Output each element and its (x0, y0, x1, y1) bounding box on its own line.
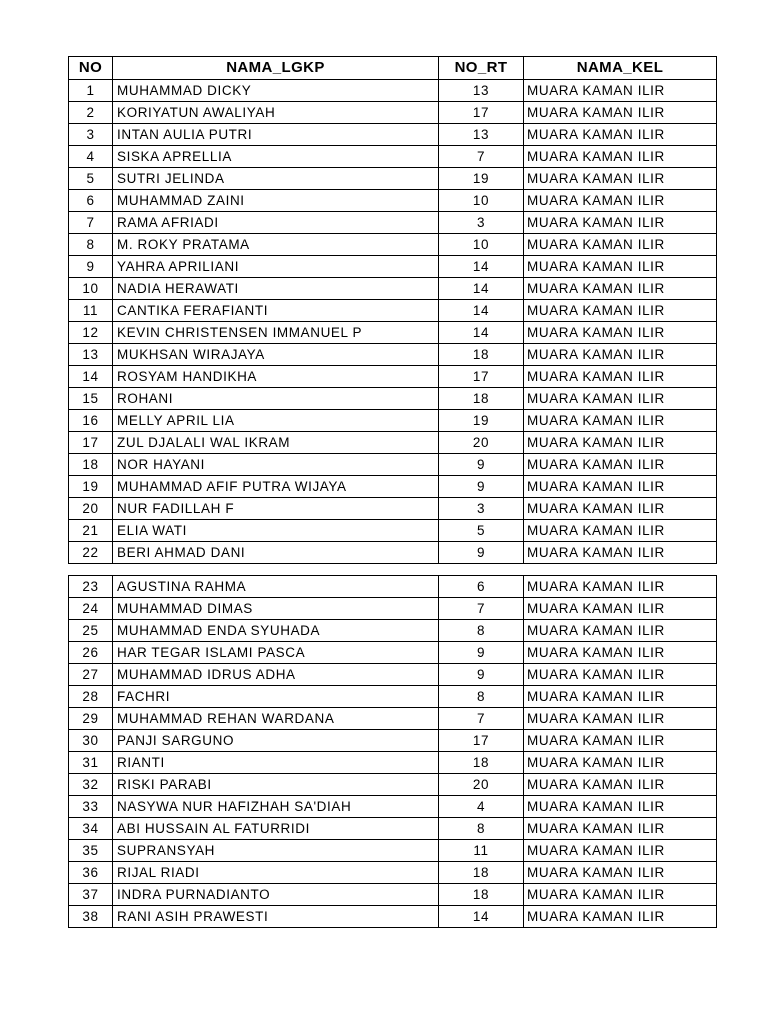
cell-no: 8 (69, 234, 113, 256)
cell-no-rt: 11 (439, 840, 524, 862)
cell-no: 12 (69, 322, 113, 344)
cell-nama-kel: MUARA KAMAN ILIR (524, 752, 717, 774)
table-row (69, 300, 717, 322)
cell-nama-lgkp: BERI AHMAD DANI (113, 542, 439, 564)
table-row (69, 818, 717, 840)
table-body-part-2 (69, 576, 717, 928)
cell-no-rt: 14 (439, 300, 524, 322)
cell-no-rt: 3 (439, 212, 524, 234)
cell-no-rt: 7 (439, 598, 524, 620)
table-row (69, 884, 717, 906)
table-row (69, 906, 717, 928)
cell-no-rt: 7 (439, 708, 524, 730)
cell-nama-kel: MUARA KAMAN ILIR (524, 664, 717, 686)
cell-nama-kel: MUARA KAMAN ILIR (524, 410, 717, 432)
cell-no-rt: 19 (439, 168, 524, 190)
cell-no-rt: 8 (439, 686, 524, 708)
cell-no: 35 (69, 840, 113, 862)
cell-no: 19 (69, 476, 113, 498)
table-row (69, 598, 717, 620)
table-row (69, 190, 717, 212)
cell-nama-lgkp: ROSYAM HANDIKHA (113, 366, 439, 388)
cell-nama-lgkp: MELLY APRIL LIA (113, 410, 439, 432)
table-row (69, 146, 717, 168)
cell-nama-lgkp: NOR HAYANI (113, 454, 439, 476)
cell-nama-lgkp: FACHRI (113, 686, 439, 708)
cell-nama-lgkp: HAR TEGAR ISLAMI PASCA (113, 642, 439, 664)
cell-nama-lgkp: ZUL DJALALI WAL IKRAM (113, 432, 439, 454)
table-row (69, 168, 717, 190)
table-row (69, 410, 717, 432)
cell-no: 15 (69, 388, 113, 410)
cell-no-rt: 17 (439, 730, 524, 752)
cell-nama-lgkp: ELIA WATI (113, 520, 439, 542)
table-row (69, 664, 717, 686)
cell-no-rt: 20 (439, 774, 524, 796)
cell-nama-kel: MUARA KAMAN ILIR (524, 146, 717, 168)
cell-nama-lgkp: MUHAMMAD ENDA SYUHADA (113, 620, 439, 642)
cell-nama-kel: MUARA KAMAN ILIR (524, 168, 717, 190)
table-row (69, 454, 717, 476)
cell-nama-lgkp: SUTRI JELINDA (113, 168, 439, 190)
cell-nama-lgkp: NUR FADILLAH F (113, 498, 439, 520)
cell-no-rt: 9 (439, 642, 524, 664)
cell-no-rt: 13 (439, 124, 524, 146)
cell-nama-lgkp: RAMA AFRIADI (113, 212, 439, 234)
cell-nama-lgkp: RANI ASIH PRAWESTI (113, 906, 439, 928)
cell-nama-lgkp: MUKHSAN WIRAJAYA (113, 344, 439, 366)
table-body-part-1 (69, 80, 717, 564)
cell-no: 4 (69, 146, 113, 168)
table-row (69, 752, 717, 774)
table-header (69, 57, 717, 80)
header-nama-lgkp: NAMA_LGKP (113, 57, 439, 80)
cell-nama-kel: MUARA KAMAN ILIR (524, 366, 717, 388)
table-row (69, 344, 717, 366)
cell-nama-kel: MUARA KAMAN ILIR (524, 498, 717, 520)
cell-no-rt: 10 (439, 234, 524, 256)
cell-no-rt: 13 (439, 80, 524, 102)
cell-nama-lgkp: CANTIKA FERAFIANTI (113, 300, 439, 322)
cell-nama-kel: MUARA KAMAN ILIR (524, 388, 717, 410)
cell-no: 38 (69, 906, 113, 928)
cell-no: 7 (69, 212, 113, 234)
cell-nama-lgkp: SISKA APRELLIA (113, 146, 439, 168)
cell-no: 27 (69, 664, 113, 686)
cell-no-rt: 5 (439, 520, 524, 542)
cell-no-rt: 9 (439, 664, 524, 686)
table-row (69, 796, 717, 818)
cell-no-rt: 18 (439, 752, 524, 774)
cell-no-rt: 14 (439, 256, 524, 278)
cell-no-rt: 8 (439, 620, 524, 642)
cell-no-rt: 14 (439, 278, 524, 300)
cell-no: 11 (69, 300, 113, 322)
cell-nama-kel: MUARA KAMAN ILIR (524, 102, 717, 124)
table-row (69, 388, 717, 410)
cell-nama-kel: MUARA KAMAN ILIR (524, 476, 717, 498)
table-row (69, 576, 717, 598)
cell-no: 23 (69, 576, 113, 598)
cell-no: 18 (69, 454, 113, 476)
cell-nama-kel: MUARA KAMAN ILIR (524, 686, 717, 708)
cell-no-rt: 9 (439, 454, 524, 476)
cell-nama-lgkp: NASYWA NUR HAFIZHAH SA'DIAH (113, 796, 439, 818)
cell-nama-kel: MUARA KAMAN ILIR (524, 906, 717, 928)
cell-no: 14 (69, 366, 113, 388)
cell-no-rt: 14 (439, 322, 524, 344)
cell-no: 33 (69, 796, 113, 818)
cell-nama-kel: MUARA KAMAN ILIR (524, 212, 717, 234)
cell-nama-lgkp: NADIA HERAWATI (113, 278, 439, 300)
header-no-rt: NO_RT (439, 57, 524, 80)
table-row (69, 686, 717, 708)
cell-nama-lgkp: MUHAMMAD DIMAS (113, 598, 439, 620)
cell-no-rt: 14 (439, 906, 524, 928)
cell-no: 21 (69, 520, 113, 542)
cell-nama-kel: MUARA KAMAN ILIR (524, 774, 717, 796)
cell-no: 16 (69, 410, 113, 432)
cell-nama-lgkp: MUHAMMAD DICKY (113, 80, 439, 102)
table-row (69, 862, 717, 884)
cell-no-rt: 18 (439, 388, 524, 410)
cell-nama-kel: MUARA KAMAN ILIR (524, 642, 717, 664)
cell-nama-kel: MUARA KAMAN ILIR (524, 344, 717, 366)
cell-no: 28 (69, 686, 113, 708)
cell-nama-lgkp: KORIYATUN AWALIYAH (113, 102, 439, 124)
cell-no: 2 (69, 102, 113, 124)
cell-no: 30 (69, 730, 113, 752)
cell-no-rt: 17 (439, 102, 524, 124)
cell-nama-kel: MUARA KAMAN ILIR (524, 278, 717, 300)
cell-nama-kel: MUARA KAMAN ILIR (524, 598, 717, 620)
cell-no: 25 (69, 620, 113, 642)
cell-no-rt: 18 (439, 344, 524, 366)
cell-no: 1 (69, 80, 113, 102)
cell-no: 32 (69, 774, 113, 796)
cell-nama-lgkp: YAHRA APRILIANI (113, 256, 439, 278)
cell-nama-lgkp: RIANTI (113, 752, 439, 774)
cell-no-rt: 17 (439, 366, 524, 388)
cell-no: 20 (69, 498, 113, 520)
cell-no: 36 (69, 862, 113, 884)
cell-no: 3 (69, 124, 113, 146)
cell-nama-kel: MUARA KAMAN ILIR (524, 840, 717, 862)
table-row (69, 840, 717, 862)
table-row (69, 366, 717, 388)
cell-nama-kel: MUARA KAMAN ILIR (524, 620, 717, 642)
cell-nama-kel: MUARA KAMAN ILIR (524, 818, 717, 840)
cell-no: 29 (69, 708, 113, 730)
cell-nama-kel: MUARA KAMAN ILIR (524, 708, 717, 730)
cell-no: 26 (69, 642, 113, 664)
cell-nama-lgkp: RIJAL RIADI (113, 862, 439, 884)
header-nama-kel: NAMA_KEL (524, 57, 717, 80)
cell-nama-kel: MUARA KAMAN ILIR (524, 454, 717, 476)
cell-no-rt: 10 (439, 190, 524, 212)
table-row (69, 124, 717, 146)
cell-no-rt: 9 (439, 476, 524, 498)
cell-no: 22 (69, 542, 113, 564)
cell-nama-kel: MUARA KAMAN ILIR (524, 256, 717, 278)
cell-nama-kel: MUARA KAMAN ILIR (524, 520, 717, 542)
header-row (69, 57, 717, 80)
cell-no-rt: 3 (439, 498, 524, 520)
cell-no: 10 (69, 278, 113, 300)
cell-nama-kel: MUARA KAMAN ILIR (524, 884, 717, 906)
cell-no-rt: 20 (439, 432, 524, 454)
cell-nama-lgkp: ROHANI (113, 388, 439, 410)
cell-no: 37 (69, 884, 113, 906)
cell-no: 24 (69, 598, 113, 620)
cell-nama-kel: MUARA KAMAN ILIR (524, 300, 717, 322)
cell-nama-lgkp: MUHAMMAD IDRUS ADHA (113, 664, 439, 686)
cell-nama-lgkp: MUHAMMAD ZAINI (113, 190, 439, 212)
cell-nama-kel: MUARA KAMAN ILIR (524, 730, 717, 752)
table-row (69, 278, 717, 300)
table-row (69, 212, 717, 234)
cell-nama-kel: MUARA KAMAN ILIR (524, 124, 717, 146)
table-row (69, 642, 717, 664)
cell-no-rt: 19 (439, 410, 524, 432)
cell-no-rt: 18 (439, 884, 524, 906)
cell-no-rt: 18 (439, 862, 524, 884)
table-row (69, 80, 717, 102)
table-row (69, 322, 717, 344)
cell-no-rt: 8 (439, 818, 524, 840)
cell-nama-lgkp: SUPRANSYAH (113, 840, 439, 862)
header-no: NO (69, 57, 113, 80)
cell-no-rt: 9 (439, 542, 524, 564)
cell-no-rt: 6 (439, 576, 524, 598)
cell-no: 5 (69, 168, 113, 190)
resident-table-part-2 (68, 575, 717, 928)
table-row (69, 542, 717, 564)
cell-nama-lgkp: MUHAMMAD REHAN WARDANA (113, 708, 439, 730)
cell-nama-lgkp: INDRA PURNADIANTO (113, 884, 439, 906)
table-row (69, 520, 717, 542)
table-row (69, 498, 717, 520)
cell-no: 17 (69, 432, 113, 454)
cell-no: 34 (69, 818, 113, 840)
cell-no: 9 (69, 256, 113, 278)
resident-table-part-1 (68, 56, 717, 564)
cell-nama-lgkp: ABI HUSSAIN AL FATURRIDI (113, 818, 439, 840)
cell-nama-lgkp: PANJI SARGUNO (113, 730, 439, 752)
cell-nama-lgkp: KEVIN CHRISTENSEN IMMANUEL P (113, 322, 439, 344)
cell-nama-lgkp: RISKI PARABI (113, 774, 439, 796)
table-row (69, 432, 717, 454)
cell-nama-kel: MUARA KAMAN ILIR (524, 432, 717, 454)
cell-no: 13 (69, 344, 113, 366)
cell-no: 6 (69, 190, 113, 212)
cell-nama-kel: MUARA KAMAN ILIR (524, 234, 717, 256)
table-row (69, 102, 717, 124)
table-row (69, 620, 717, 642)
cell-nama-kel: MUARA KAMAN ILIR (524, 542, 717, 564)
cell-nama-kel: MUARA KAMAN ILIR (524, 322, 717, 344)
cell-nama-kel: MUARA KAMAN ILIR (524, 576, 717, 598)
table-row (69, 730, 717, 752)
cell-nama-kel: MUARA KAMAN ILIR (524, 862, 717, 884)
table-row (69, 234, 717, 256)
table-row (69, 708, 717, 730)
table-row (69, 256, 717, 278)
cell-nama-kel: MUARA KAMAN ILIR (524, 796, 717, 818)
table-row (69, 774, 717, 796)
cell-no-rt: 4 (439, 796, 524, 818)
cell-nama-lgkp: MUHAMMAD AFIF PUTRA WIJAYA (113, 476, 439, 498)
cell-nama-lgkp: AGUSTINA RAHMA (113, 576, 439, 598)
table-row (69, 476, 717, 498)
cell-no-rt: 7 (439, 146, 524, 168)
cell-nama-kel: MUARA KAMAN ILIR (524, 190, 717, 212)
cell-nama-lgkp: M. ROKY PRATAMA (113, 234, 439, 256)
cell-nama-kel: MUARA KAMAN ILIR (524, 80, 717, 102)
cell-no: 31 (69, 752, 113, 774)
cell-nama-lgkp: INTAN AULIA PUTRI (113, 124, 439, 146)
